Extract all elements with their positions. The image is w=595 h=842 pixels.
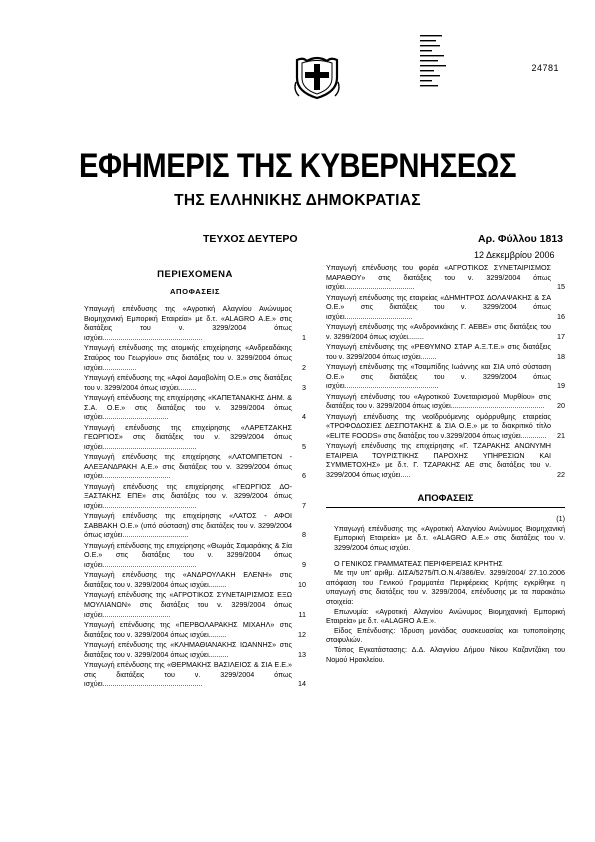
contents-subheading: ΑΠΟΦΑΣΕΙΣ xyxy=(169,286,221,296)
toc-entry xyxy=(326,322,565,341)
toc-entry xyxy=(84,570,306,589)
toc-entry xyxy=(84,620,306,639)
toc-entry-page: 22 xyxy=(557,470,565,480)
toc-entry xyxy=(84,660,306,689)
toc-entry-page: 7 xyxy=(302,500,306,510)
decision-paragraph: Με την υπ' αριθμ. ΔΙΣΑ/5275/Π.Ο.Ν.4/386/Εν. 3299/2004/ 27.10.2006 απόφαση του Γενικού Γραμματέα Περιφέρειας Κρήτης εγκρίθηκε η υπαγωγή στις διατάξεις του ν. 3299/2004, επένδυσης με τα παρακάτω στοιχεία: xyxy=(326,568,565,606)
toc-entry-text: Υπαγωγή επένδυσης της «ΘΕΡΜΑΚΗΣ ΒΑΣΙΛΕΙΟΣ & ΣΙΑ Ε.Ε.» στις διατάξεις του ν. 3299/2004 όπως ισχύει.................................................. xyxy=(84,659,292,689)
toc-entry xyxy=(326,412,565,441)
gazette-subtitle: ΤΗΣ ΕΛΛΗΝΙΚΗΣ ΔΗΜΟΚΡΑΤΙΑΣ xyxy=(174,192,421,209)
toc-entry-text: Υπαγωγή επένδυσης της «ΑΝΔΡΟΥΛΑΚΗ ΕΛΕΝΗ» στις διατάξεις του ν. 3299/2004 όπως ισχύει......... xyxy=(84,570,292,589)
decision-authority: Ο ΓΕΝΙΚΟΣ ΓΡΑΜΜΑΤΕΑΣ ΠΕΡΙΦΕΡΕΙΑΣ ΚΡΗΤΗΣ xyxy=(334,558,503,568)
coat-of-arms-icon xyxy=(293,52,341,100)
toc-entry-page: 12 xyxy=(298,629,306,639)
toc-entry xyxy=(84,452,306,481)
page-number: 24781 xyxy=(531,63,559,73)
toc-list-left xyxy=(84,304,306,689)
toc-entry xyxy=(84,343,306,372)
toc-entry xyxy=(326,392,565,411)
decision-paragraph: Είδος Επένδυσης: Ίδρυση μονάδας συσκευασίας και τυποποίησης σταφυλιών. xyxy=(326,625,565,645)
toc-entry-text: Υπαγωγή επένδυσης της νεοϊδρυόμενης ομόρρυθμης εταιρείας «ΤΡΟΦΟΔΟΣΙΕΣ ΔΕΣΠΟΤΑΚΗΣ & ΣΙΑ Ο.Ε.» με το διακριτικό τίτλο «ELITE FOODS» στις διατάξεις του ν.3299/2004 όπως ισχύει............. xyxy=(326,411,551,440)
issue-date: 12 Δεκεμβρίου 2006 xyxy=(474,250,555,260)
toc-entry-page: 11 xyxy=(298,609,306,619)
toc-list-right xyxy=(326,263,565,480)
toc-entry-text: Υπαγωγή επένδυσης της «ΑΓΡΟΤΙΚΟΣ ΣΥΝΕΤΑΙΡΙΣΜΟΣ ΕΞΩ ΜΟΥΛΙΑΝΩΝ» στις διατάξεις του ν. 3299/2004 όπως ισχύει.................................. xyxy=(84,590,292,619)
toc-entry-text: Υπαγωγή επένδυσης της εταιρείας «ΔΗΜΗΤΡΟΣ ΔΟΛΑΨΑΚΗΣ & ΣΑ Ο.Ε.» στις διατάξεις του ν. 3299/2004 όπως ισχύει.................................. xyxy=(326,292,551,321)
toc-entry-text: Υπαγωγή επένδυσης της «ΠΕΡΒΟΛΑΡΑΚΗΣ ΜΙΧΑΗΛ» στις διατάξεις του ν. 3299/2004 όπως ισχύει......... xyxy=(84,619,292,639)
contents-column-left xyxy=(84,266,306,690)
toc-entry-page: 15 xyxy=(557,282,565,292)
issue-series: ΤΕΥΧΟΣ ΔΕΥΤΕΡΟ xyxy=(203,233,298,245)
toc-entry-page: 18 xyxy=(557,351,565,361)
toc-entry xyxy=(326,441,565,479)
decision-paragraph: Επωνυμία: «Αγροτική Αλαγνίου Ανώνυμος Βιομηχανική Εμπορική Εταιρεία» με δ.τ. «ALAGRO Α.Ε.». xyxy=(326,606,565,626)
toc-entry-text: Υπαγωγή επένδυσης της επιχείρησης «ΛΑΡΕΤΖΑΚΗΣ ΓΕΩΡΓΙΟΣ» στις διατάξεις του ν. 3299/2004 όπως ισχύει............................................... xyxy=(84,422,292,451)
toc-entry xyxy=(84,511,306,540)
toc-entry-text: Υπαγωγή επένδυσης της ατομικής επιχείρησης «Ανδρεαδάκης Σταύρος του Γεωργίου» στις διατάξεις του ν. 3299/2004 όπως ισχύει................. xyxy=(84,343,292,372)
decision-paragraph: Τόπος Εγκατάστασης: Δ.Δ. Αλαγνίου Δήμου Νίκου Καζαντζάκη του Νομού Ηρακλείου. xyxy=(326,644,565,664)
toc-entry xyxy=(84,640,306,659)
toc-entry-text: Υπαγωγή επένδυσης της «ΡΕΘΥΜΝΟ ΣΤΑΡ Α.Ξ.Τ.Ε.» στις διατάξεις του ν. 3299/2004 όπως ισχύει........ xyxy=(326,342,551,361)
digital-signature-stamp xyxy=(418,32,478,90)
toc-entry xyxy=(84,304,306,342)
toc-entry-text: Υπαγωγή επένδυσης της επιχείρησης «ΛΑΤΟΣ - ΑΦΟΙ ΣΑΒΒΑΚΗ Ο.Ε.» (υπό σύσταση) στις διατάξεις του ν. 3299/2004 όπως ισχύει................................. xyxy=(84,511,292,540)
toc-entry-page: 19 xyxy=(557,381,565,391)
toc-entry-text: Υπαγωγή επένδυσης της «Τσαμπίδης Ιωάννης και ΣΙΑ υπό σύσταση Ο.Ε.» στις διατάξεις του ν. 3299/2004 όπως ισχύει............................................... xyxy=(326,362,551,391)
toc-entry-page: 14 xyxy=(298,679,306,689)
decisions-heading: ΑΠΟΦΑΣΕΙΣ xyxy=(326,494,565,509)
toc-entry-text: Υπαγωγή επένδυσης του «Αγροτικού Συνεταιρισμού Μυρθίου» στις διατάξεις του ν. 3299/2004 όπως ισχύει............................................... xyxy=(326,391,551,411)
toc-entry-page: 10 xyxy=(298,579,306,589)
toc-entry xyxy=(326,293,565,322)
toc-entry xyxy=(84,373,306,392)
toc-entry xyxy=(84,482,306,511)
toc-entry-text: Υπαγωγή επένδυσης της επιχείρησης «ΚΑΠΕΤΑΝΑΚΗΣ ΔΗΜ. & Σ.Α. Ο.Ε.» στις διατάξεις του ν. 3299/2004 όπως ισχύει................................. xyxy=(84,392,292,422)
toc-entry-page: 1 xyxy=(302,332,306,342)
toc-entry-text: Υπαγωγή επένδυσης της «Αφοί Δαμαβολίτη Ο.Ε.» στις διατάξεις του ν. 3299/2004 όπως ισχύει......... xyxy=(84,372,292,392)
toc-entry-text: Υπαγωγή επένδυσης της επιχείρησης «Γ. ΤΖΑΡΑΚΗΣ ΑΝΩΝΥΜΗ ΕΤΑΙΡΕΙΑ ΤΟΥΡΙΣΤΙΚΗΣ ΠΑΡΟΧΗΣ ΥΠΗΡΕΣΙΩΝ ΚΑΙ ΣΥΜΜΕΤΟΧΗΣ» με δ.τ. Γ. ΤΖΑΡΑΚΗΣ ΑΕ στις διατάξεις του ν. 3299/2004 όπως ισχύει..... xyxy=(326,441,551,480)
toc-entry xyxy=(84,393,306,422)
toc-entry-page: 6 xyxy=(302,471,306,481)
toc-entry xyxy=(326,342,565,361)
toc-entry xyxy=(326,263,565,292)
toc-entry-page: 2 xyxy=(302,362,306,372)
toc-entry-page: 16 xyxy=(557,311,565,321)
toc-entry xyxy=(84,423,306,452)
toc-entry-text: Υπαγωγή επένδυσης της «ΚΛΗΜΑΘΙΑΝΑΚΗΣ ΙΩΑΝΝΗΣ» στις διατάξεις του ν. 3299/2004 όπως ισχύει.......... xyxy=(84,639,292,659)
toc-entry-text: Υπαγωγή επένδυσης της επιχείρησης «ΛΑΤΟΜΠΕΤΟΝ - ΑΛΕΞΑΝΔΡΑΚΗ Α.Ε.» στις διατάξεις του ν. 3299/2004 όπως ισχύει.................................. xyxy=(84,452,292,481)
toc-entry-page: 21 xyxy=(557,430,565,440)
toc-entry xyxy=(84,541,306,570)
contents-heading: ΠΕΡΙΕΧΟΜΕΝΑ xyxy=(157,269,233,280)
gazette-title: ΕΦΗΜΕΡΙΣ ΤΗΣ ΚΥΒΕΡΝΗΣΕΩΣ xyxy=(78,147,517,185)
decision-number: (1) xyxy=(556,514,565,524)
toc-entry-text: Υπαγωγή επένδυσης της επιχείρησης «ΓΕΩΡΓΙΟΣ ΔΟΞΑΣΤΑΚΗΣ ΕΠΕ» στις διατάξεις του ν. 3299/2004 όπως ισχύει............................................... xyxy=(84,481,292,510)
toc-entry-text: Υπαγωγή επένδυσης του φορέα «ΑΓΡΟΤΙΚΟΣ ΣΥΝΕΤΑΙΡΙΣΜΟΣ ΜΑΡΑΘΟΥ» στις διατάξεις του ν. 3299/2004 όπως ισχύει................................... xyxy=(326,263,551,292)
toc-entry-page: 5 xyxy=(302,441,306,451)
toc-entry-page: 9 xyxy=(302,560,306,569)
decision-title: Υπαγωγή επένδυσης της «Αγροτική Αλαγνίου Ανώνυμος Βιομηχανική Εμπορική Εταιρεία» με δ.τ. «ALAGRO Α.Ε.» στις διατάξεις του ν. 3299/2004 όπως ισχύει. xyxy=(334,523,565,553)
toc-entry xyxy=(84,590,306,619)
toc-entry-page: 17 xyxy=(557,331,565,341)
toc-entry-text: Υπαγωγή επένδυσης της «Ανδρονικάκης Γ. ΑΕΒΕ» στις διατάξεις του ν. 3299/2004 όπως ισχύει........ xyxy=(326,322,551,341)
toc-entry-page: 3 xyxy=(302,382,306,392)
toc-entry-text: Υπαγωγή επένδυσης της «Αγροτική Αλαγνίου Ανώνυμος Βιομηχανική Εμπορική Εταιρεία» με δ.τ. «ALAGRO Α.Ε.» στις διατάξεις του ν. 3299/2004 όπως ισχύει.................................................. xyxy=(84,304,292,342)
toc-entry-page: 4 xyxy=(302,412,306,422)
sheet-number: Αρ. Φύλλου 1813 xyxy=(478,233,563,245)
toc-entry-page: 13 xyxy=(298,649,306,659)
toc-entry-page: 8 xyxy=(302,530,306,540)
toc-entry-text: Υπαγωγή επένδυσης της επιχείρησης «Θωμάς Σαμαράκης & Σία Ο.Ε.» στις διατάξεις του ν. 3299/2004 όπως ισχύει............................................... xyxy=(84,540,292,569)
toc-entry xyxy=(326,362,565,391)
toc-entry-page: 20 xyxy=(557,401,565,411)
contents-column-right xyxy=(326,263,565,664)
